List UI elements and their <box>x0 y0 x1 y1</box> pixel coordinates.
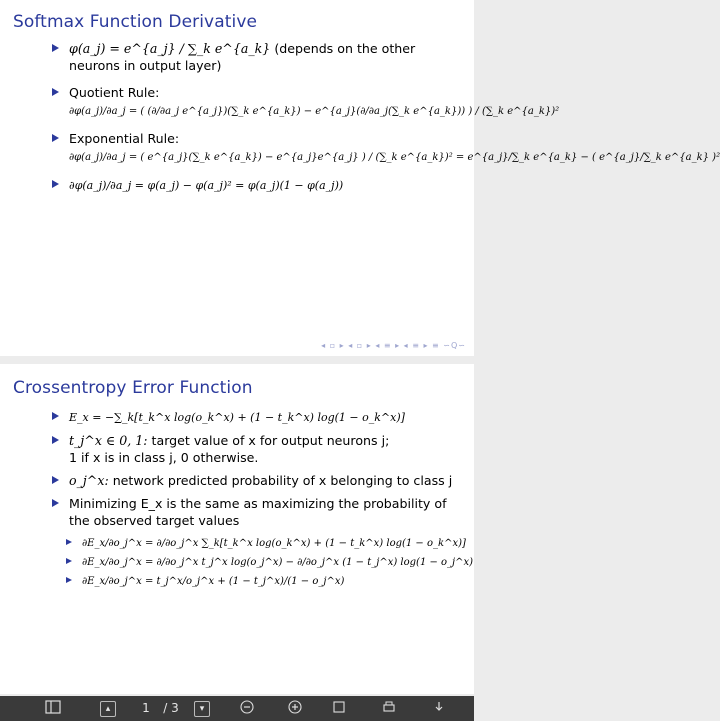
list-item <box>50 472 460 489</box>
item-text: target value of x for output neurons j; <box>151 433 390 448</box>
minus-circle-icon[interactable] <box>238 700 256 717</box>
sub-list-item <box>64 573 460 589</box>
download-icon[interactable] <box>430 700 448 717</box>
list-item <box>50 408 460 426</box>
list-item <box>50 84 560 120</box>
bullet-icon <box>66 577 72 583</box>
bullet-list <box>50 408 474 592</box>
bullet-icon <box>66 558 72 564</box>
item-text-continued: 1 if x is in class j, 0 otherwise. <box>69 450 259 465</box>
exponential-rule-formula: ∂φ(a_j)/∂a_j = ( e^{a_j}(∑_k e^{a_k}) − e^{a_j}e^{a_j} ) / (∑_k e^{a_k})² = e^{a_j}/∑_k e^{a_k} − ( e^{a_j}/∑_k e^{a_k} )² <box>69 152 720 163</box>
page-number-input[interactable]: 1 <box>142 701 150 715</box>
list-item <box>50 130 720 166</box>
slide-title: Crossentropy Error Function <box>13 378 253 398</box>
bullet-icon <box>52 44 59 52</box>
bullet-icon <box>52 134 59 142</box>
output-symbol: o_j^x: <box>69 473 109 488</box>
viewer-toolbar <box>0 696 474 721</box>
quotient-rule-formula: ∂φ(a_j)/∂a_j = ( (∂/∂a_j e^{a_j})(∑_k e^{a_k}) − e^{a_j}(∂/∂a_j(∑_k e^{a_k})) ) / (∑_k e^{a_k})² <box>69 106 560 117</box>
gradient-step-1: ∂E_x/∂o_j^x = ∂/∂o_j^x ∑_k[t_k^x log(o_k^x) + (1 − t_k^x) log(1 − o_k^x)] <box>82 538 466 549</box>
page-total: / 3 <box>163 701 179 715</box>
bullet-icon <box>52 436 59 444</box>
bullet-icon <box>52 412 59 420</box>
item-text: (depends on the other neurons in output layer) <box>69 41 416 73</box>
list-item <box>50 40 460 74</box>
gradient-step-3: ∂E_x/∂o_j^x = t_j^x/o_j^x + (1 − t_j^x)/(1 − o_j^x) <box>82 576 345 587</box>
fit-page-icon[interactable] <box>330 700 348 717</box>
print-icon[interactable] <box>380 700 398 717</box>
item-label: Quotient Rule: <box>69 85 160 100</box>
bullet-icon <box>52 88 59 96</box>
slide-title: Softmax Function Derivative <box>13 12 258 32</box>
target-symbol: t_j^x ∈ 0, 1: <box>69 433 148 448</box>
list-item <box>50 495 460 529</box>
bullet-list <box>50 40 720 200</box>
item-text: Minimizing E_x is the same as maximizing the probability of the observed target values <box>69 496 447 528</box>
bullet-icon <box>52 180 59 188</box>
list-item <box>50 432 460 466</box>
chevron-down-icon[interactable]: ▾ <box>194 701 210 717</box>
bullet-icon <box>66 539 72 545</box>
slide-2 <box>0 364 474 694</box>
plus-circle-icon[interactable] <box>286 700 304 717</box>
bullet-icon <box>52 476 59 484</box>
sidebar-icon[interactable] <box>44 700 62 717</box>
softmax-formula: φ(a_j) = e^{a_j} / ∑_k e^{a_k} <box>69 41 271 56</box>
sub-list-item <box>64 535 466 551</box>
item-text: network predicted probability of x belonging to class j <box>112 473 453 488</box>
item-label: Exponential Rule: <box>69 131 180 146</box>
chevron-up-icon[interactable]: ▴ <box>100 701 116 717</box>
gradient-step-2: ∂E_x/∂o_j^x = ∂/∂o_j^x t_j^x log(o_j^x) − ∂/∂o_j^x (1 − t_j^x) log(1 − o_j^x) <box>82 557 474 568</box>
beamer-navigation[interactable]: ◂ ▫ ▸ ◂ ▫ ▸ ◂ ≡ ▸ ◂ ≡ ▸ ≡ ∽Q∽ <box>321 341 466 350</box>
slide-1 <box>0 0 720 356</box>
derivative-result-formula: ∂φ(a_j)/∂a_j = φ(a_j) − φ(a_j)² = φ(a_j)(1 − φ(a_j)) <box>69 179 344 192</box>
bullet-icon <box>52 499 59 507</box>
list-item <box>50 176 460 194</box>
crossentropy-formula: E_x = −∑_k[t_k^x log(o_k^x) + (1 − t_k^x) log(1 − o_k^x)] <box>69 411 405 424</box>
sub-list-item <box>64 554 474 570</box>
